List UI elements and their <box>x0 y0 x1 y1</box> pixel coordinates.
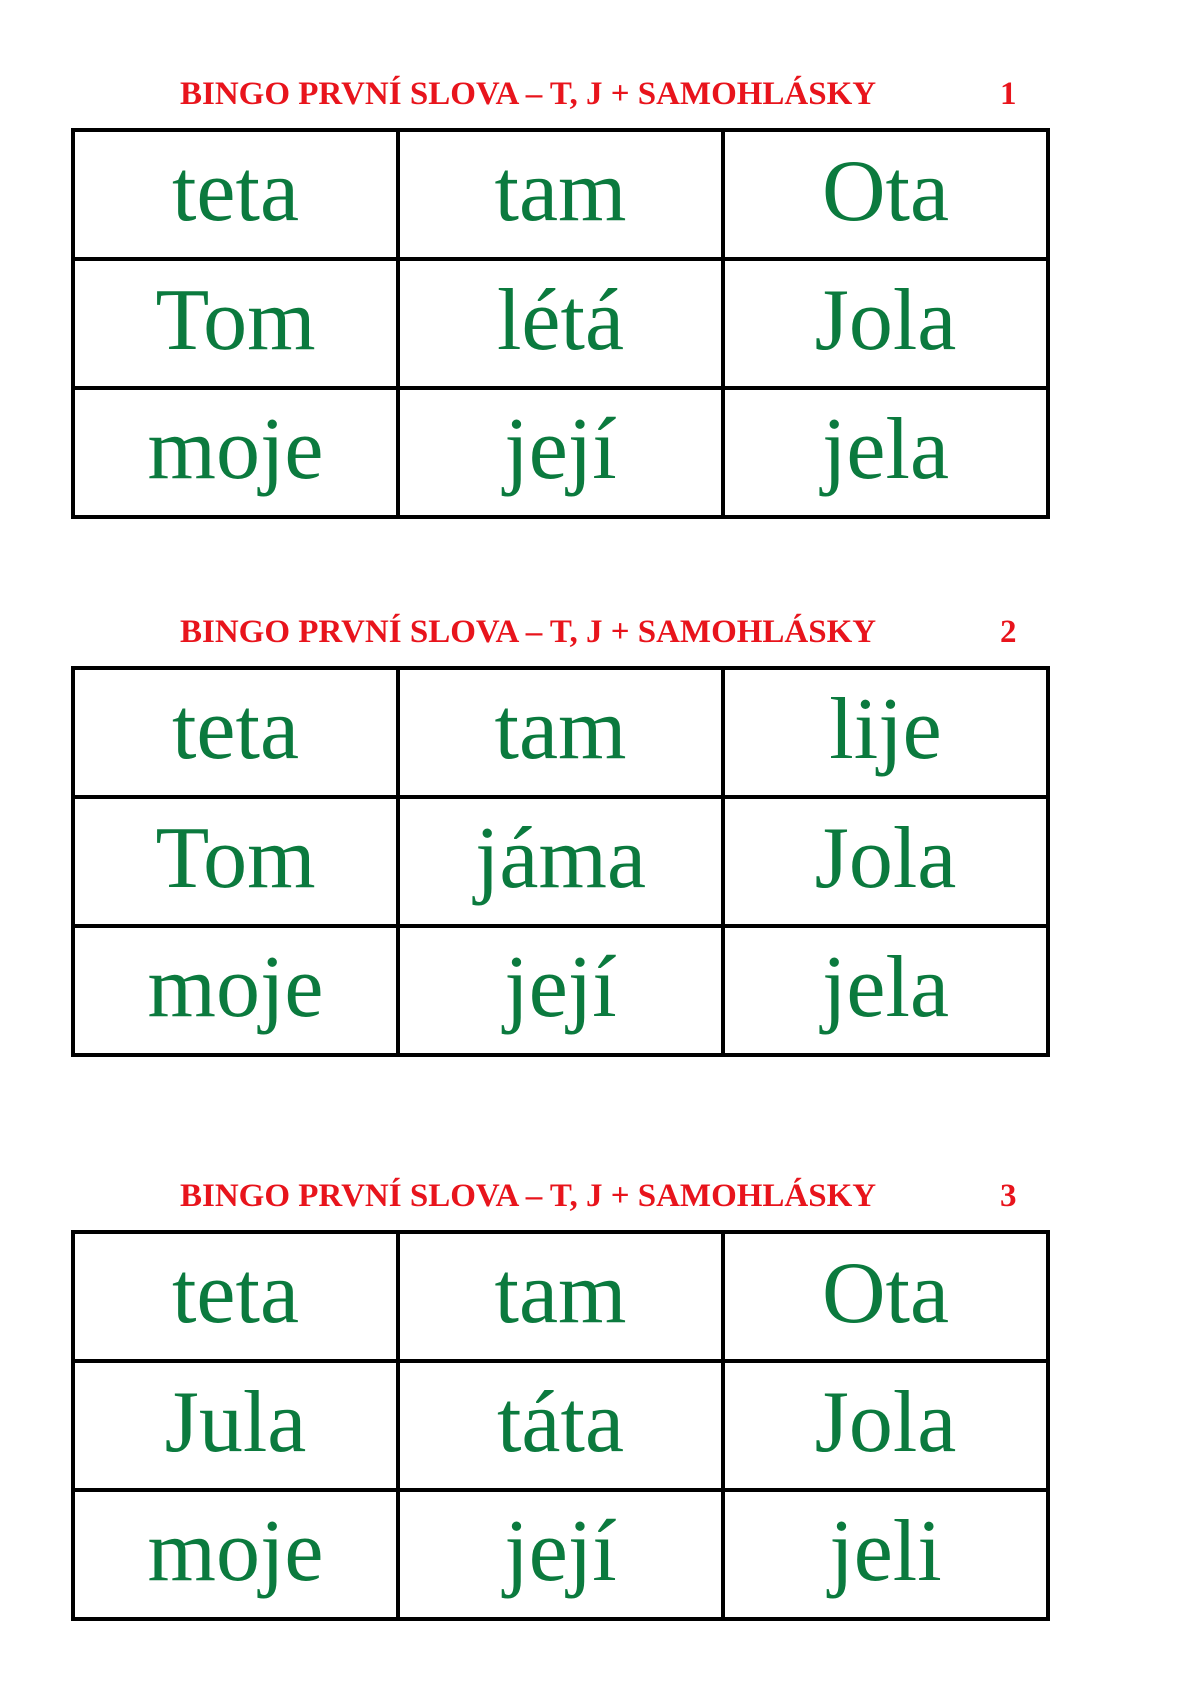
card-number: 3 <box>1000 1177 1017 1214</box>
grid-cell: tam <box>398 130 723 259</box>
grid-row <box>73 926 1048 1055</box>
grid-row <box>73 1490 1048 1619</box>
grid-cell: Ota <box>723 1232 1048 1361</box>
card-title-text: BINGO PRVNÍ SLOVA – T, J + SAMOHLÁSKY <box>180 1177 877 1214</box>
grid-cell: jela <box>723 926 1048 1055</box>
grid-row <box>73 388 1048 517</box>
grid-cell: Ota <box>723 130 1048 259</box>
card-title <box>180 612 1030 652</box>
grid-cell: Jola <box>723 797 1048 926</box>
grid-cell: jáma <box>398 797 723 926</box>
grid-cell: létá <box>398 259 723 388</box>
grid-cell: její <box>398 1490 723 1619</box>
grid-cell: moje <box>73 388 398 517</box>
grid-cell: táta <box>398 1361 723 1490</box>
card-title <box>180 74 1030 114</box>
card-number: 1 <box>1000 75 1017 112</box>
grid-row <box>73 130 1048 259</box>
grid-cell: její <box>398 926 723 1055</box>
bingo-grid <box>71 128 1050 519</box>
grid-cell: tam <box>398 1232 723 1361</box>
grid-cell: tam <box>398 668 723 797</box>
card-number: 2 <box>1000 613 1017 650</box>
grid-row <box>73 797 1048 926</box>
grid-cell: teta <box>73 130 398 259</box>
grid-row <box>73 259 1048 388</box>
grid-cell: teta <box>73 1232 398 1361</box>
card-title-text: BINGO PRVNÍ SLOVA – T, J + SAMOHLÁSKY <box>180 75 877 112</box>
grid-cell: lije <box>723 668 1048 797</box>
card-title-text: BINGO PRVNÍ SLOVA – T, J + SAMOHLÁSKY <box>180 613 877 650</box>
grid-row <box>73 1232 1048 1361</box>
grid-cell: Tom <box>73 259 398 388</box>
grid-cell: moje <box>73 1490 398 1619</box>
grid-row <box>73 1361 1048 1490</box>
grid-row <box>73 668 1048 797</box>
grid-cell: teta <box>73 668 398 797</box>
grid-cell: Tom <box>73 797 398 926</box>
bingo-grid <box>71 1230 1050 1621</box>
card-title <box>180 1176 1030 1216</box>
grid-cell: Jola <box>723 259 1048 388</box>
grid-cell: Jula <box>73 1361 398 1490</box>
grid-cell: Jola <box>723 1361 1048 1490</box>
grid-cell: jeli <box>723 1490 1048 1619</box>
grid-cell: moje <box>73 926 398 1055</box>
grid-cell: jela <box>723 388 1048 517</box>
bingo-grid <box>71 666 1050 1057</box>
grid-cell: její <box>398 388 723 517</box>
